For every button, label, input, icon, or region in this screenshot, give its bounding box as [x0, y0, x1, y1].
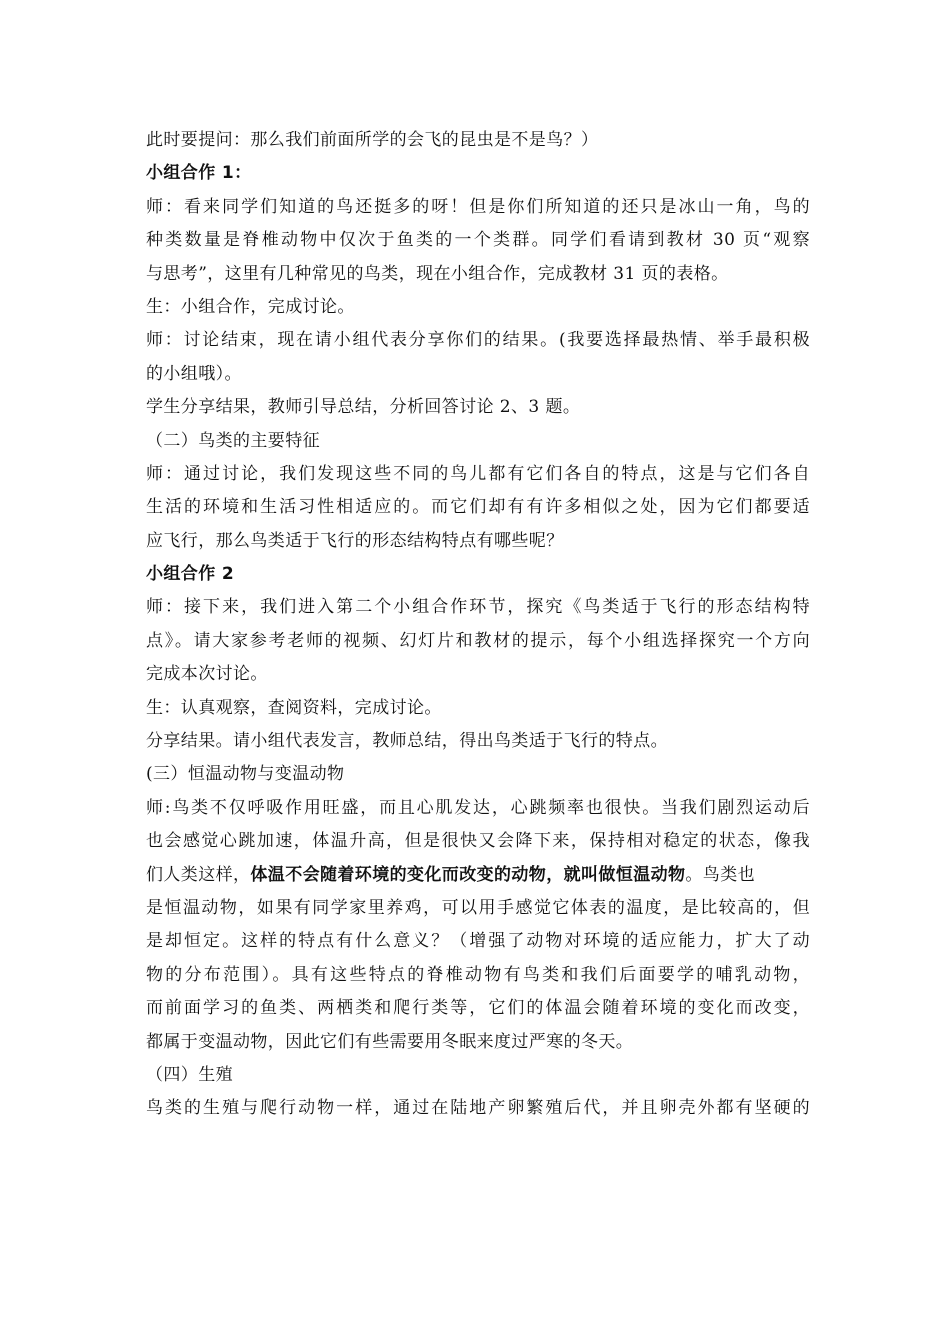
paragraph-line: 是恒温动物，如果有同学家里养鸡，可以用手感觉它体表的温度，是比较高的，但	[146, 897, 810, 918]
plain-text: 。鸟类也	[685, 864, 756, 885]
document-body	[146, 124, 810, 1126]
paragraph-line: 的小组哦）。	[146, 363, 242, 384]
emphasis-definition: 体温不会随着环境的变化而改变的动物，就叫做恒温动物	[250, 864, 686, 885]
paragraph-line: 师：看来同学们知道的鸟还挺多的呀！但是你们所知道的还只是冰山一角，鸟的	[146, 196, 810, 217]
paragraph-line: 鸟类的生殖与爬行动物一样，通过在陆地产卵繁殖后代，并且卵壳外都有坚硬的	[146, 1098, 810, 1119]
section-heading-bird-features: （二）鸟类的主要特征	[146, 430, 320, 451]
paragraph-line: 都属于变温动物，因此它们有些需要用冬眠来度过严寒的冬天。	[146, 1031, 634, 1052]
paragraph-line: 师：通过讨论，我们发现这些不同的鸟儿都有它们各自的特点，这是与它们各自	[146, 463, 810, 484]
paragraph-line-with-emphasis	[146, 859, 810, 892]
paragraph-line: 与思考”，这里有几种常见的鸟类，现在小组合作，完成教材 31 页的表格。	[146, 263, 729, 284]
paragraph-line: 此时要提问：那么我们前面所学的会飞的昆虫是不是鸟？）	[146, 130, 599, 150]
paragraph-line: 也会感觉心跳加速，体温升高，但是很快又会降下来，保持相对稳定的状态，像我	[146, 831, 810, 852]
section-heading-warm-cold-blooded: (三）恒温动物与变温动物	[146, 764, 345, 785]
paragraph-line: 师：接下来，我们进入第二个小组合作环节，探究《鸟类适于飞行的形态结构特	[146, 597, 810, 618]
section-heading-group-work-1: 小组合作 1：	[146, 163, 252, 184]
section-heading-reproduction: （四）生殖	[146, 1064, 233, 1085]
paragraph-line: 物的分布范围）。具有这些特点的脊椎动物有鸟类和我们后面要学的哺乳动物，	[146, 964, 810, 985]
paragraph-line: 生：小组合作，完成讨论。	[146, 296, 355, 317]
paragraph-line: 完成本次讨论。	[146, 664, 268, 685]
plain-text: 们人类这样，	[146, 864, 251, 885]
paragraph-line: 应飞行，那么鸟类适于飞行的形态结构特点有哪些呢？	[146, 530, 564, 551]
paragraph-line: 师:鸟类不仅呼吸作用旺盛，而且心肌发达，心跳频率也很快。当我们剧烈运动后	[146, 797, 810, 818]
paragraph-line: 而前面学习的鱼类、两栖类和爬行类等，它们的体温会随着环境的变化而改变，	[146, 998, 810, 1019]
paragraph-line: 种类数量是脊椎动物中仅次于鱼类的一个类群。同学们看请到教材 30 页“观察	[146, 230, 810, 251]
paragraph-line: 学生分享结果，教师引导总结，分析回答讨论 2、3 题。	[146, 397, 581, 418]
paragraph-line: 点》。请大家参考老师的视频、幻灯片和教材的提示，每个小组选择探究一个方向	[146, 630, 810, 651]
paragraph-line: 是却恒定。这样的特点有什么意义？（增强了动物对环境的适应能力，扩大了动	[146, 931, 810, 952]
paragraph-line: 分享结果。请小组代表发言，教师总结，得出鸟类适于飞行的特点。	[146, 731, 668, 752]
paragraph-line: 师：讨论结束，现在请小组代表分享你们的结果。(我要选择最热情、举手最积极	[146, 330, 810, 351]
paragraph-line: 生：认真观察，查阅资料，完成讨论。	[146, 697, 442, 718]
section-heading-group-work-2: 小组合作 2	[146, 564, 235, 585]
paragraph-line: 生活的环境和生活习性相适应的。而它们却有有许多相似之处，因为它们都要适	[146, 497, 810, 518]
